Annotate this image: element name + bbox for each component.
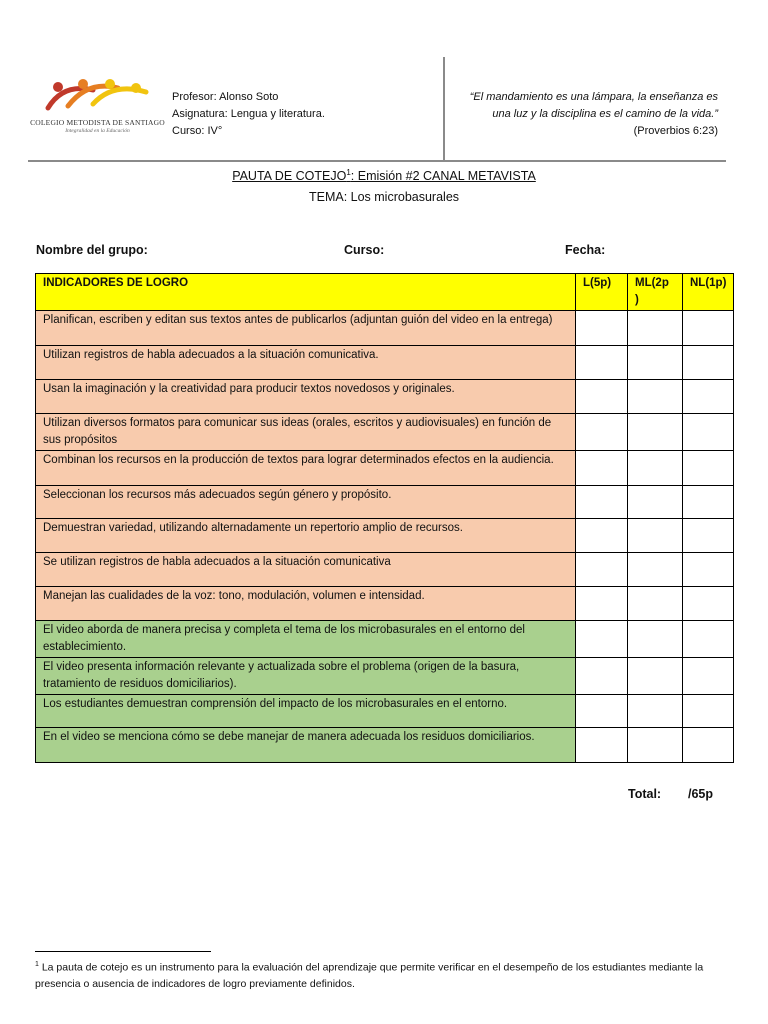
- score-ml-cell[interactable]: [628, 486, 683, 519]
- score-l-cell[interactable]: [576, 587, 628, 621]
- score-nl-cell[interactable]: [683, 621, 734, 658]
- score-l-cell[interactable]: [576, 695, 628, 728]
- table-row: [36, 695, 734, 728]
- score-nl-cell[interactable]: [683, 728, 734, 763]
- header-nl: NL(1p): [683, 274, 734, 311]
- table-row: [36, 346, 734, 380]
- checklist-table: [35, 273, 734, 763]
- logo-motto: Integralidad en la Educación: [65, 128, 130, 134]
- score-nl-cell[interactable]: [683, 553, 734, 587]
- score-l-cell[interactable]: [576, 621, 628, 658]
- score-nl-cell[interactable]: [683, 587, 734, 621]
- score-ml-cell[interactable]: [628, 587, 683, 621]
- header-divider: [28, 160, 726, 162]
- subject-name: Asignatura: Lengua y literatura.: [172, 108, 325, 120]
- quote-reference: (Proverbios 6:23): [633, 125, 718, 137]
- table-row: [36, 728, 734, 763]
- header-l: L(5p): [576, 274, 628, 311]
- score-nl-cell[interactable]: [683, 346, 734, 380]
- indicator-cell: Utilizan diversos formatos para comunicar sus ideas (orales, escritos y audiovisuales) en función de sus propósitos: [36, 414, 576, 451]
- score-nl-cell[interactable]: [683, 311, 734, 346]
- total-label: Total:: [628, 787, 662, 801]
- score-l-cell[interactable]: [576, 380, 628, 414]
- table-row: [36, 451, 734, 486]
- bible-quote: [452, 89, 718, 140]
- indicator-cell: El video aborda de manera precisa y completa el tema de los microbasurales en el entorno del establecimiento.: [36, 621, 576, 658]
- indicator-cell: Demuestran variedad, utilizando alternadamente un repertorio amplio de recursos.: [36, 519, 576, 553]
- table-row: [36, 587, 734, 621]
- score-ml-cell[interactable]: [628, 553, 683, 587]
- score-l-cell[interactable]: [576, 346, 628, 380]
- indicator-cell: En el video se menciona cómo se debe manejar de manera adecuada los residuos domiciliarios.: [36, 728, 576, 763]
- footnote-ref: 1: [346, 168, 351, 177]
- title-rest: : Emisión #2 CANAL METAVISTA: [350, 169, 536, 184]
- score-l-cell[interactable]: [576, 553, 628, 587]
- indicator-cell: Utilizan registros de habla adecuados a la situación comunicativa.: [36, 346, 576, 380]
- header-indicators: INDICADORES DE LOGRO: [36, 274, 576, 311]
- quote-line-2: una luz y la disciplina es el camino de la vida.”: [492, 108, 718, 120]
- title-main: PAUTA DE COTEJO: [232, 169, 347, 184]
- footnote-separator: [35, 951, 211, 952]
- score-ml-cell[interactable]: [628, 346, 683, 380]
- vertical-divider: [443, 57, 445, 162]
- indicator-cell: Manejan las cualidades de la voz: tono, modulación, volumen e intensidad.: [36, 587, 576, 621]
- score-nl-cell[interactable]: [683, 519, 734, 553]
- indicator-cell: Se utilizan registros de habla adecuados a la situación comunicativa: [36, 553, 576, 587]
- score-ml-cell[interactable]: [628, 658, 683, 695]
- score-nl-cell[interactable]: [683, 414, 734, 451]
- logo-school-name: COLEGIO METODISTA DE SANTIAGO: [30, 118, 165, 127]
- table-row: [36, 414, 734, 451]
- score-l-cell[interactable]: [576, 414, 628, 451]
- score-l-cell[interactable]: [576, 519, 628, 553]
- footnote: [35, 957, 735, 992]
- header-ml: ML(2p ): [628, 274, 683, 311]
- score-ml-cell[interactable]: [628, 621, 683, 658]
- score-nl-cell[interactable]: [683, 380, 734, 414]
- course-label: Curso:: [344, 243, 385, 257]
- score-ml-cell[interactable]: [628, 414, 683, 451]
- table-row: [36, 311, 734, 346]
- score-nl-cell[interactable]: [683, 486, 734, 519]
- group-name-label: Nombre del grupo:: [36, 243, 148, 257]
- table-row: [36, 380, 734, 414]
- course-info: [172, 89, 325, 140]
- table-row: [36, 486, 734, 519]
- score-ml-cell[interactable]: [628, 695, 683, 728]
- score-nl-cell[interactable]: [683, 451, 734, 486]
- score-l-cell[interactable]: [576, 451, 628, 486]
- indicator-cell: Planifican, escriben y editan sus textos antes de publicarlos (adjuntan guión del video en la entrega): [36, 311, 576, 346]
- indicator-cell: Combinan los recursos en la producción de textos para lograr determinados efectos en la audiencia.: [36, 451, 576, 486]
- school-logo: [30, 78, 165, 138]
- indicator-cell: Los estudiantes demuestran comprensión del impacto de los microbasurales en el entorno.: [36, 695, 576, 728]
- score-ml-cell[interactable]: [628, 451, 683, 486]
- score-l-cell[interactable]: [576, 486, 628, 519]
- score-l-cell[interactable]: [576, 658, 628, 695]
- score-ml-cell[interactable]: [628, 311, 683, 346]
- table-row: [36, 658, 734, 695]
- page-title: [0, 168, 768, 183]
- score-ml-cell[interactable]: [628, 380, 683, 414]
- table-header-row: [36, 274, 734, 311]
- score-nl-cell[interactable]: [683, 695, 734, 728]
- total-value: /65p: [688, 787, 714, 801]
- indicator-cell: El video presenta información relevante y actualizada sobre el problema (origen de la basura, tratamiento de residuos domiciliarios).: [36, 658, 576, 695]
- score-l-cell[interactable]: [576, 311, 628, 346]
- score-ml-cell[interactable]: [628, 519, 683, 553]
- date-label: Fecha:: [565, 243, 606, 257]
- score-nl-cell[interactable]: [683, 658, 734, 695]
- quote-line-1: “El mandamiento es una lámpara, la enseñanza es: [469, 91, 718, 103]
- footnote-text: La pauta de cotejo es un instrumento para la evaluación del aprendizaje que permite verificar en el desempeño de los estudiantes mediante la presencia o ausencia de indicadores de logro previamente definidos.: [35, 961, 704, 990]
- professor-name: Profesor: Alonso Soto: [172, 91, 279, 103]
- table-row: [36, 621, 734, 658]
- score-l-cell[interactable]: [576, 728, 628, 763]
- table-row: [36, 553, 734, 587]
- logo-figures-icon: [38, 78, 158, 118]
- table-row: [36, 519, 734, 553]
- score-ml-cell[interactable]: [628, 728, 683, 763]
- indicator-cell: Seleccionan los recursos más adecuados según género y propósito.: [36, 486, 576, 519]
- page-topic: TEMA: Los microbasurales: [308, 190, 460, 204]
- indicator-cell: Usan la imaginación y la creatividad para producir textos novedosos y originales.: [36, 380, 576, 414]
- footnote-mark: 1: [35, 961, 39, 968]
- course-level: Curso: IV°: [172, 125, 223, 137]
